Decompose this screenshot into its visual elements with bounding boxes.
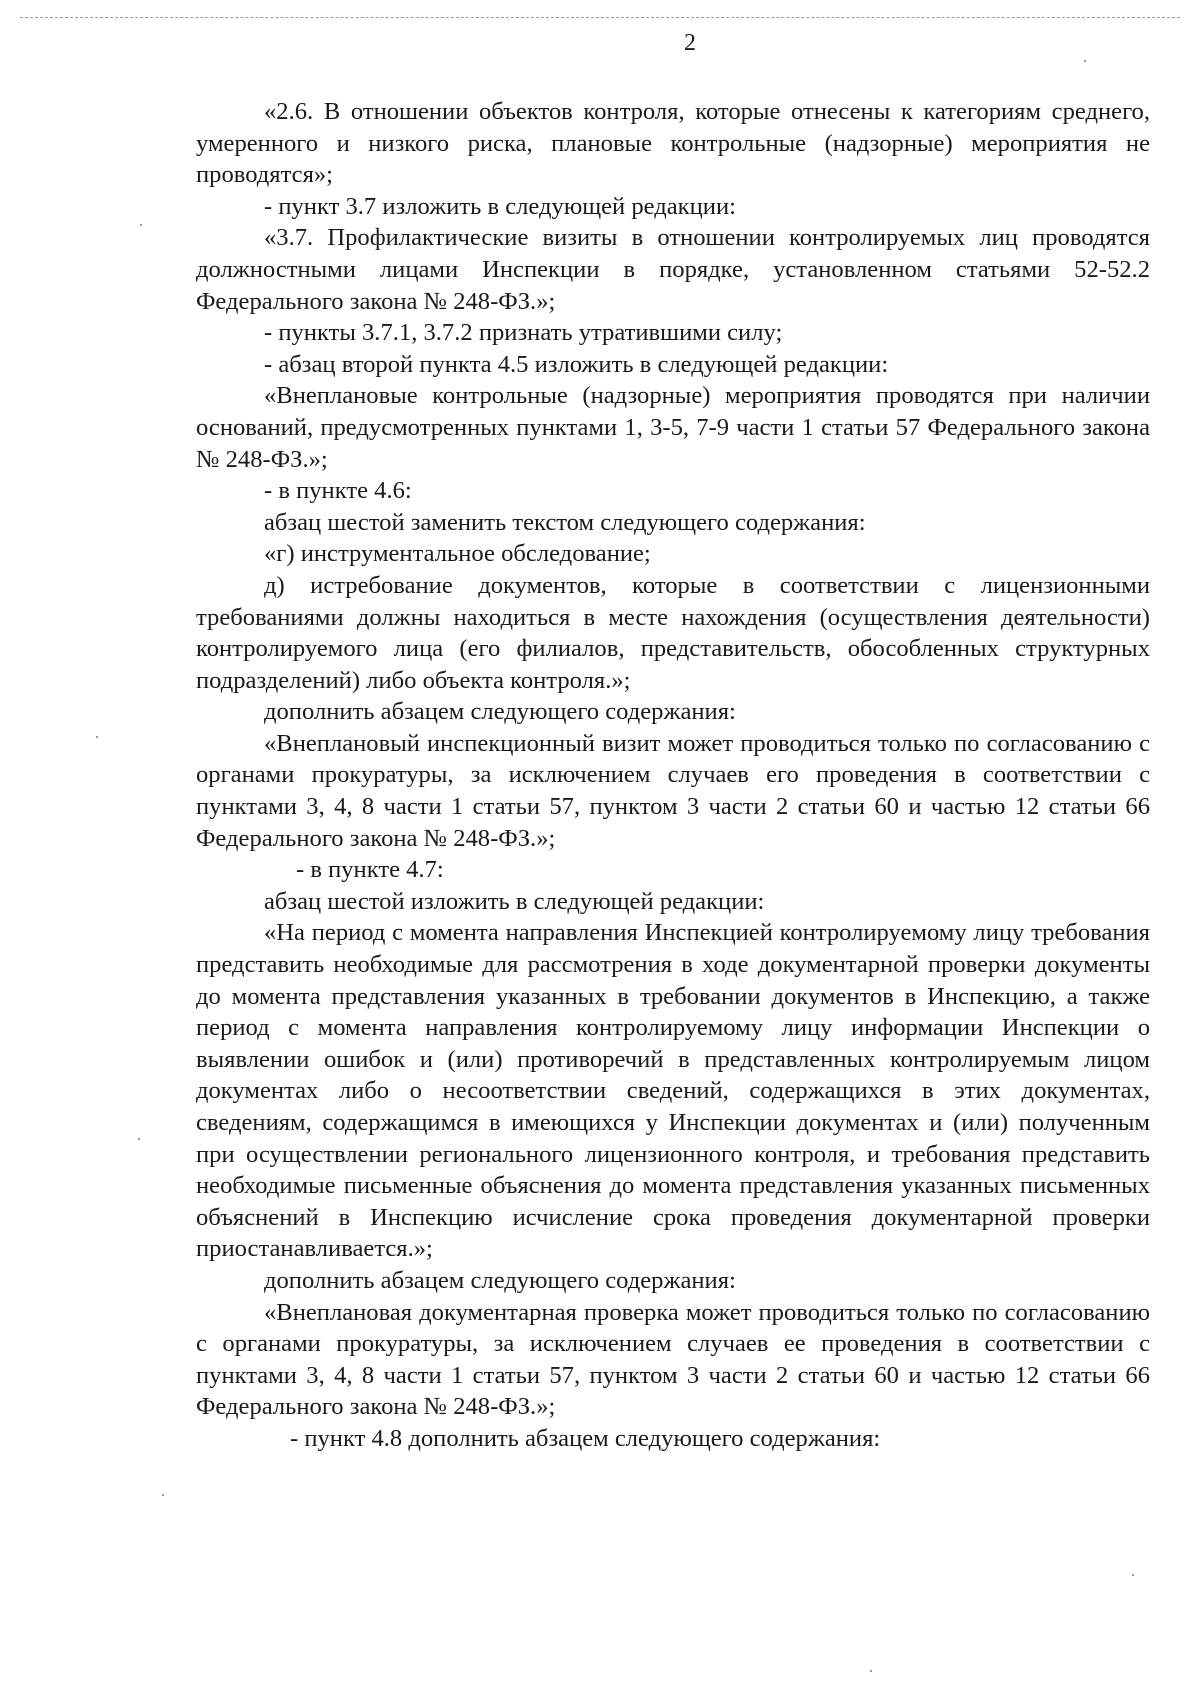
paragraph: - пункты 3.7.1, 3.7.2 признать утратившими силу; — [264, 319, 783, 347]
paragraph: «3.7. Профилактические визиты в отношении контролируемых лиц проводятся должностными лицами Инспекции в порядке, установленном статьями 52-52.2 Федерального закона № 248-ФЗ.»; — [196, 224, 1150, 315]
paragraph: дополнить абзацем следующего содержания: — [264, 698, 736, 726]
scan-speck — [1132, 1574, 1134, 1576]
paragraph: абзац шестой изложить в следующей редакции: — [264, 887, 765, 915]
page-number: 2 — [684, 30, 696, 56]
paragraph: - в пункте 4.7: — [296, 856, 444, 884]
scan-speck — [140, 224, 142, 226]
paragraph: - в пункте 4.6: — [264, 477, 412, 505]
paragraph: «Внеплановый инспекционный визит может проводиться только по согласованию с органами прокуратуры, за исключением случаев его проведения в соответствии с пунктами 3, 4, 8 части 1 статьи 57, пунктом 3 части 2 статьи 60 и частью 12 статьи 66 Федерального закона № 248-ФЗ.»; — [196, 729, 1150, 852]
document-body — [196, 96, 1150, 1455]
paragraph: «На период с момента направления Инспекцией контролируемому лицу требования представить необходимые для рассмотрения в ходе документарной проверки документы до момента представления указанных в требовании документов в Инспекцию, а также период с момента направления контролируемому лицу информации Инспекции о выявлении ошибок и (или) противоречий в представленных контролируемым лицом документах либо о несоответствии сведений, содержащихся в этих документах, сведениям, содержащимся в имеющихся у Инспекции документах и (или) полученным при осуществлении регионального лицензионного контроля, и требования представить необходимые письменные объяснения до момента представления указанных письменных объяснений в Инспекцию исчисление срока проведения документарной проверки приостанавливается.»; — [196, 919, 1150, 1263]
paragraph: - абзац второй пункта 4.5 изложить в следующей редакции: — [264, 350, 889, 378]
paragraph: абзац шестой заменить текстом следующего содержания: — [264, 508, 866, 536]
scan-speck — [162, 1494, 164, 1496]
paragraph: «г) инструментальное обследование; — [264, 540, 651, 568]
scan-speck — [96, 736, 98, 738]
paragraph: «Внеплановые контрольные (надзорные) мероприятия проводятся при наличии оснований, предусмотренных пунктами 1, 3-5, 7-9 части 1 статьи 57 Федерального закона № 248-ФЗ.»; — [196, 382, 1150, 473]
scan-speck — [138, 1138, 140, 1140]
scan-speck — [870, 1670, 872, 1672]
scan-edge-line — [20, 17, 1180, 18]
paragraph: д) истребование документов, которые в соответствии с лицензионными требованиями должны находиться в месте нахождения (осуществления деятельности) контролируемого лица (его филиалов, представительств, обособленных структурных подразделений) либо объекта контроля.»; — [196, 571, 1150, 694]
paragraph: - пункт 4.8 дополнить абзацем следующего содержания: — [290, 1424, 881, 1452]
paragraph: дополнить абзацем следующего содержания: — [264, 1266, 736, 1294]
scan-speck — [1084, 60, 1086, 62]
paragraph: «2.6. В отношении объектов контроля, которые отнесены к категориям среднего, умеренного и низкого риска, плановые контрольные (надзорные) мероприятия не проводятся»; — [196, 98, 1150, 189]
paragraph: - пункт 3.7 изложить в следующей редакции: — [264, 192, 736, 220]
paragraph: «Внеплановая документарная проверка может проводиться только по согласованию с органами прокуратуры, за исключением случаев ее проведения в соответствии с пунктами 3, 4, 8 части 1 статьи 57, пунктом 3 части 2 статьи 60 и частью 12 статьи 66 Федерального закона № 248-ФЗ.»; — [196, 1298, 1150, 1421]
